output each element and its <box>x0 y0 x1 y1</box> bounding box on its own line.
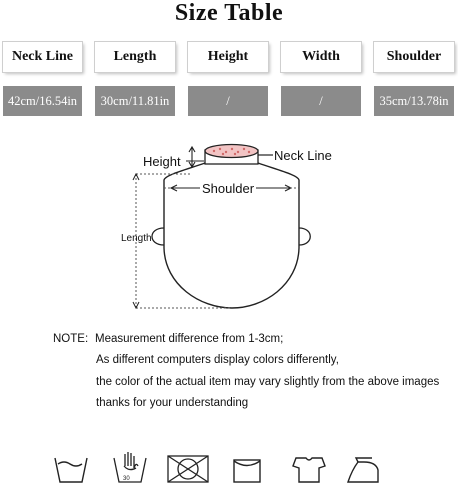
value-width: / <box>281 86 361 116</box>
svg-text:30: 30 <box>123 476 130 482</box>
hand-wash-30-icon <box>114 452 146 482</box>
height-label: Height <box>143 154 181 169</box>
header-length: Length <box>95 42 175 72</box>
header-shoulder: Shoulder <box>374 42 454 72</box>
care-icons <box>0 448 458 488</box>
value-height: / <box>188 86 268 116</box>
dry-flat-icon <box>234 460 260 482</box>
note-line-4: thanks for your understanding <box>96 397 249 409</box>
header-neck-line: Neck Line <box>3 42 82 72</box>
value-neck-line: 42cm/16.54in <box>3 86 82 116</box>
value-length: 30cm/11.81in <box>95 86 175 116</box>
page-title: Size Table <box>174 0 284 26</box>
header-height: Height <box>188 42 268 72</box>
collar-diagram <box>0 130 458 320</box>
note-line-3: the color of the actual item may vary slightly from the above images <box>96 376 440 388</box>
left-loop <box>152 228 164 245</box>
do-not-tumble-dry-icon <box>168 456 208 482</box>
header-width: Width <box>281 42 361 72</box>
shoulder-label: Shoulder <box>202 181 255 196</box>
iron-icon <box>348 458 378 482</box>
note-prefix: NOTE: <box>53 333 89 345</box>
neckline-label: Neck Line <box>274 148 332 163</box>
shirt-care-icon <box>293 458 325 482</box>
hand-wash-icon <box>55 458 87 482</box>
length-label: Length <box>121 233 152 244</box>
right-loop <box>299 228 310 245</box>
note-line-1: Measurement difference from 1-3cm; <box>95 333 284 345</box>
note-line-2: As different computers display colors differently, <box>96 354 339 366</box>
value-shoulder: 35cm/13.78in <box>374 86 454 116</box>
